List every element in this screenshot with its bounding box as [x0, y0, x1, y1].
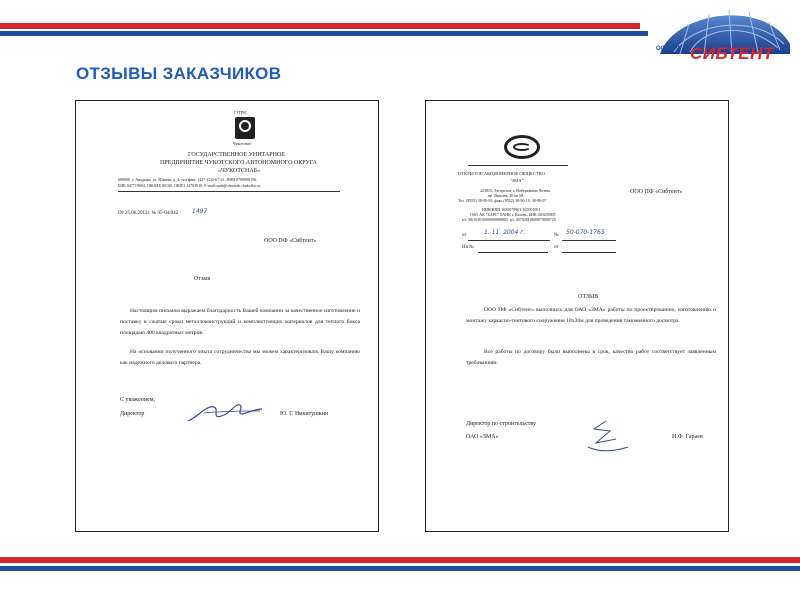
letter2-org-line1: ОТКРЫТОЕ АКЦИОНЕРНОЕ ОБЩЕСТВО — [458, 171, 546, 176]
letter1-signer-name: Ю. Г. Никитушкин — [280, 411, 329, 417]
letter2-ref-on-rule — [478, 252, 548, 253]
chukotsnab-logo-icon — [235, 117, 255, 139]
letter1-logo-caption: ГУПЧС — [234, 110, 248, 115]
letter2-addressee: ООО ПФ «Сибтент» — [630, 189, 683, 195]
letter2-ref-on-from: от — [554, 245, 559, 250]
letter2-ref-from-label: от — [462, 233, 467, 238]
letter2-ref-on-from-rule — [562, 252, 616, 253]
letter2-paragraph-1: ООО ПФ «Сибтент» выполнило для ОАО «ЗМА» работы по проектированию, изготовлению и монтажу каркасно-тентового сооружения 18х30м для проведения таможенного досмотра. — [466, 307, 716, 324]
bottom-blue-stripe — [0, 566, 800, 571]
page-title: ОТЗЫВЫ ЗАКАЗЧИКОВ — [76, 64, 282, 83]
letter2-address-line1: 423815, Татарстан, г. Набережные Челны, — [480, 188, 552, 193]
letter2-ref-on-label: На № — [462, 245, 474, 250]
letter2-signer-title-2: ОАО «ЗМА» — [466, 434, 499, 440]
letter1-heading: Отзыв — [194, 276, 211, 282]
letter-chukotsnab — [75, 100, 379, 532]
letter1-ref-handwritten: 1497 — [192, 208, 208, 215]
letter1-addressee: ООО ПФ «Сибтент» — [264, 238, 317, 244]
letter1-signer-title: Директор — [120, 411, 145, 417]
letter1-ref: От 25.06.2012г. № 05-04/042 — [118, 211, 179, 216]
letter1-org-line1: ГОСУДАРСТВЕННОЕ УНИТАРНОЕ — [188, 152, 285, 158]
letter2-address-line2: пр. Яшьлек, 20 кв 68 — [488, 193, 524, 198]
letter1-paragraph-1: Настоящим письмом выражаем благодарность Вашей компании за качественное изготовление и поставку в сжатые сроки металлоконструкций и комплектующих материалов для теплого бокса площадью 400 квадратных метров. — [120, 308, 360, 336]
letter2-ref-rule-1 — [468, 240, 550, 241]
letter1-org-line2: ПРЕДПРИЯТИЕ ЧУКОТСКОГО АВТОНОМНОГО ОКРУГА — [160, 160, 317, 166]
letter2-ref-date: 1. 11. 2004 г. — [484, 229, 526, 236]
bottom-red-stripe — [0, 557, 800, 563]
logo-prefix: ООО ПФ — [656, 46, 682, 52]
letter2-heading: ОТЗЫВ — [578, 294, 599, 300]
letter2-ref-number: 50-070-1765 — [566, 229, 605, 236]
letter1-signature-icon — [184, 399, 264, 425]
top-red-stripe — [0, 23, 640, 29]
top-blue-stripe — [0, 31, 648, 36]
letter2-signer-title-1: Директор по строительству — [466, 421, 537, 427]
letter2-signature-icon — [576, 417, 636, 457]
letter2-bank-line1: ИНН/КПП 1650079901/165001001 — [482, 207, 541, 212]
zma-logo-icon — [504, 135, 540, 159]
letter1-org-line3: «ЧУКОТСНАБ» — [218, 168, 261, 174]
letter-zma — [425, 100, 729, 532]
letter2-address-line3: Тел. (8552) 38-90-93, факс (8552) 38-90-18, 38-90-07 — [458, 198, 547, 203]
letter2-signer-name: И.Ф. Гараев — [672, 434, 703, 440]
letter1-header-rule — [118, 191, 340, 192]
letter1-logo-name: Чукотснаб — [233, 141, 251, 146]
letter2-bank-line3: к/с 30101810000000000805, р/с 40702810600070000725 — [462, 217, 556, 222]
letter1-address-line1: 689000, г. Анадырь, ул. Южная, д. 4, тел/факс: (427-22)2-67-21, ИНН 8709008156, — [118, 177, 258, 182]
letter2-ref-no-label: № — [554, 233, 559, 238]
letter2-org-line2: "ЗМА" — [510, 178, 524, 183]
letter2-bank-line2: ОАО АК "БАРС" БАНК г. Казань, БИК 049205805 — [470, 212, 556, 217]
letter1-address-line2: БИК 047719604, ОКОНХ 80100, ОКПО 34763910, E-mail:snab@chotnab.chukotka.ru — [118, 183, 260, 188]
letter1-paragraph-2: На основании полученного опыта сотрудничества мы можем характеризовать Вашу компанию как надежного делового партнера. — [120, 349, 360, 366]
logo-wordmark: СИБТЕНТ — [690, 44, 774, 63]
letter2-paragraph-2: Все работы по договору были выполнены в срок, качество работ соответствует заявленным требованиям. — [466, 349, 716, 366]
letter2-ref-rule-2 — [562, 240, 616, 241]
letter1-closing: С уважением, — [120, 397, 156, 403]
letter2-header-rule — [468, 165, 568, 166]
